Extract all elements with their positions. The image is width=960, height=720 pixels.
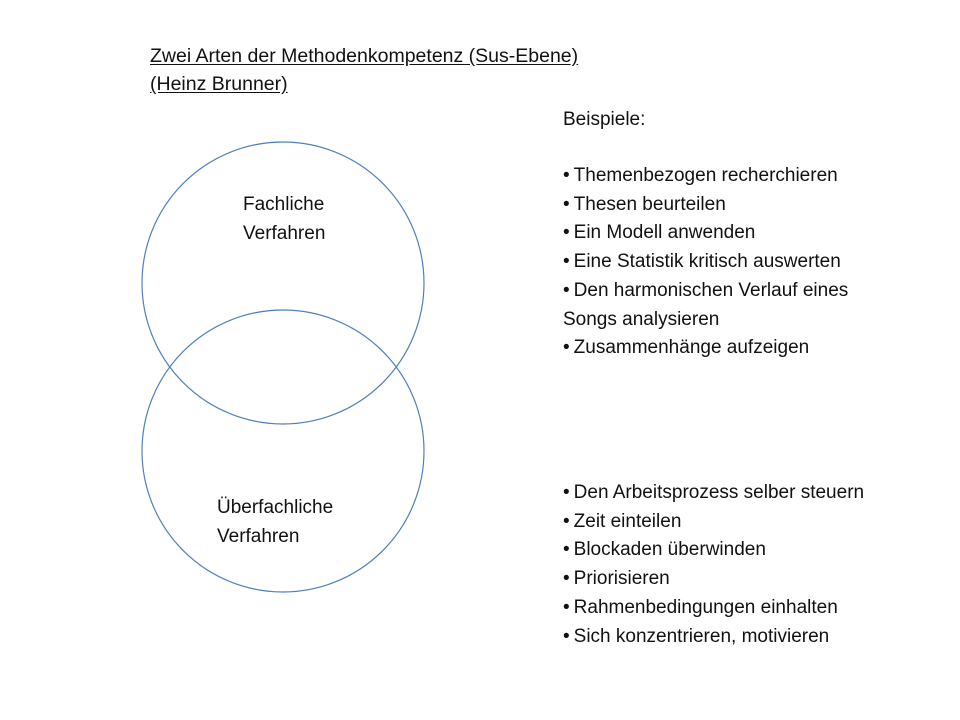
list-item-continuation: Songs analysieren xyxy=(563,308,720,330)
fachliche-verfahren-circle xyxy=(142,142,424,424)
examples-heading: Beispiele: xyxy=(563,109,646,130)
list-item: • Den Arbeitsprozess selber steuern xyxy=(563,479,864,508)
list-item: • Rahmenbedingungen einhalten xyxy=(563,594,864,623)
list-item: • Thesen beurteilen xyxy=(563,191,848,220)
list-item: • Ein Modell anwenden xyxy=(563,219,848,248)
list-item: • Blockaden überwinden xyxy=(563,536,864,565)
slide-title-line-2: (Heinz Brunner) xyxy=(150,73,288,95)
ueberfachliche-verfahren-label-line-1: Überfachliche xyxy=(217,497,334,518)
fachliche-verfahren-label xyxy=(243,190,325,248)
ueberfachliche-examples-list xyxy=(563,479,864,651)
list-item: • Den harmonischen Verlauf eines xyxy=(563,277,848,306)
fachliche-verfahren-label-line-1: Fachliche xyxy=(243,194,325,215)
list-item: • Zusammenhänge aufzeigen xyxy=(563,334,848,363)
slide-title-line-1: Zwei Arten der Methodenkompetenz (Sus-Ebene) xyxy=(150,45,579,67)
list-item: • Sich konzentrieren, motivieren xyxy=(563,623,864,652)
ueberfachliche-verfahren-label xyxy=(217,493,333,551)
list-item: • Eine Statistik kritisch auswerten xyxy=(563,248,848,277)
list-item: • Zeit einteilen xyxy=(563,508,864,537)
fachliche-verfahren-label-line-2: Verfahren xyxy=(243,223,326,244)
list-item: • Priorisieren xyxy=(563,565,864,594)
fachliche-examples-list xyxy=(563,162,848,363)
ueberfachliche-verfahren-label-line-2: Verfahren xyxy=(217,526,300,547)
list-item: • Themenbezogen recherchieren xyxy=(563,162,848,191)
